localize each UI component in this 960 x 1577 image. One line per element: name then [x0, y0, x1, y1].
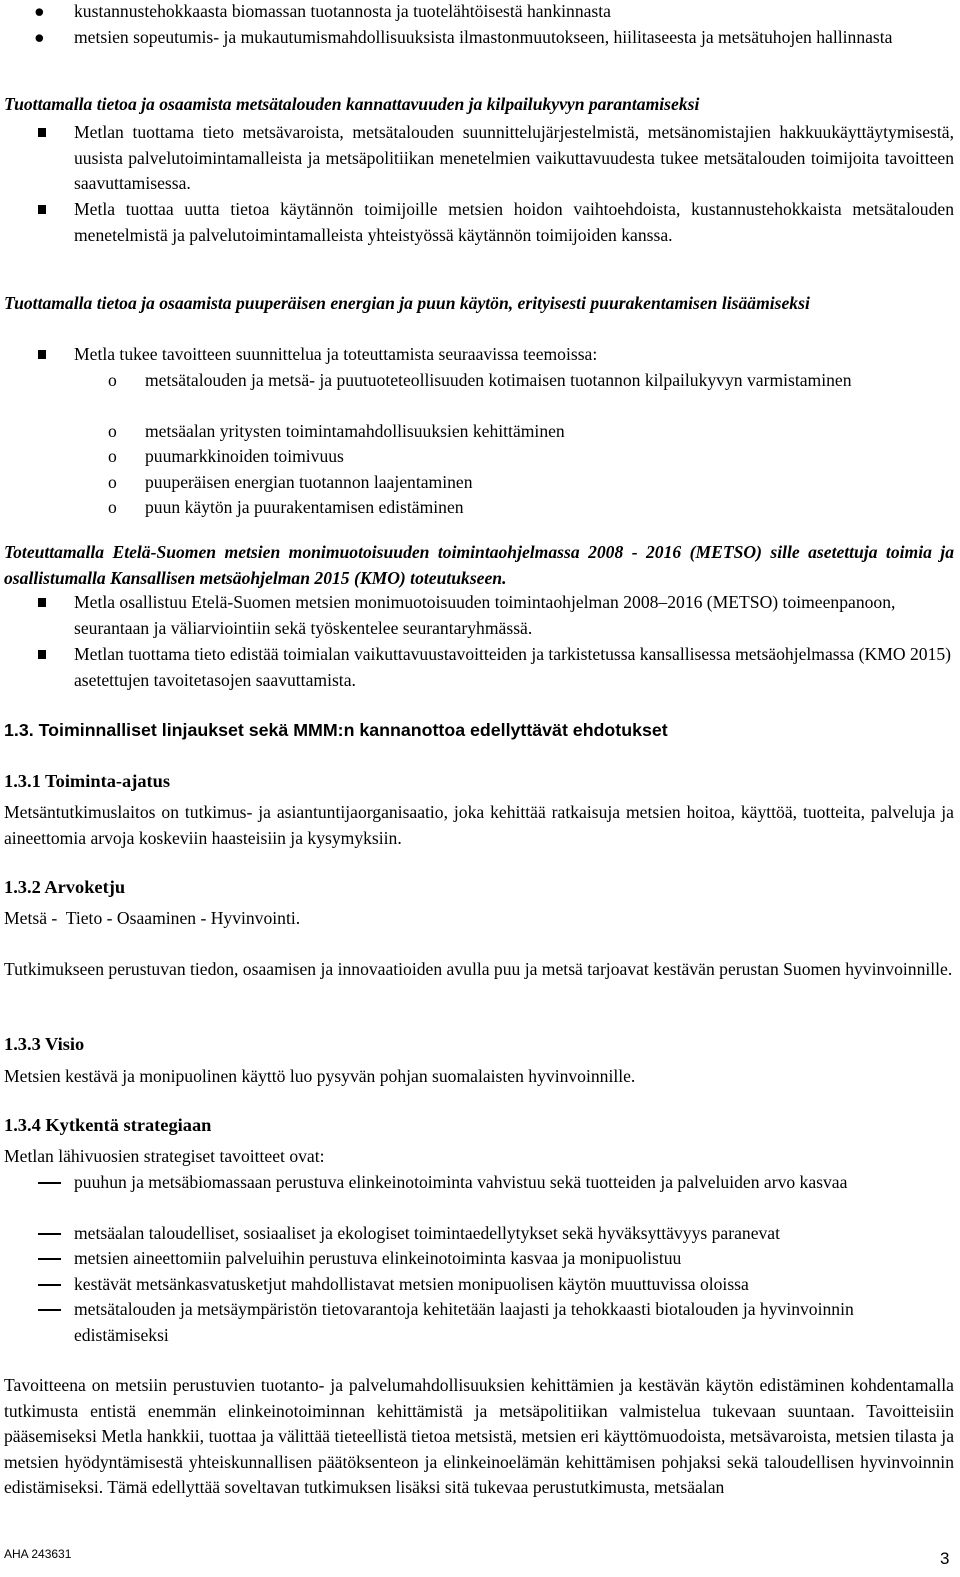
section-heading: Toteuttamalla Etelä-Suomen metsien monimuotoisuuden toimintaohjelmassa 2008 - 2016 (METSO) sille asetettuja toimia ja osallistumalla Kansallisen metsäohjelman 2015 (KMO) toteutukseen.: [4, 542, 954, 588]
list-item: [4, 1221, 954, 1247]
sub-list-item: [4, 444, 945, 470]
list-item: [4, 1246, 954, 1272]
item-text: puun käytön ja puurakentamisen edistäminen: [145, 497, 464, 517]
square-bullet-icon: [38, 205, 46, 214]
subsection-title: 1.3.2 Arvoketju: [4, 877, 126, 897]
circle-bullet-icon: o: [108, 446, 117, 466]
circle-bullet-icon: o: [108, 497, 117, 517]
sub-list-item: [4, 368, 905, 394]
paragraph: Metsien kestävä ja monipuolinen käyttö luo pysyvän pohjan suomalaisten hyvinvoinnille.: [4, 1066, 636, 1086]
dash-bullet-icon: [38, 1309, 61, 1311]
item-text: puumarkkinoiden toimivuus: [145, 446, 344, 466]
section-heading: Tuottamalla tietoa ja osaamista puuperäisen energian ja puun käytön, erityisesti puurakentamisen lisäämiseksi: [4, 293, 810, 313]
bullet-text: kustannustehokkaasta biomassan tuotannosta ja tuotelähtöisestä hankinnasta: [74, 1, 611, 21]
bullet-icon: ●: [34, 27, 45, 47]
list-item: [4, 642, 954, 693]
item-text: puuhun ja metsäbiomassaan perustuva elinkeinotoiminta vahvistuu sekä tuotteiden ja palveluiden arvo kasvaa: [74, 1172, 848, 1192]
item-text: metsäalan yritysten toimintamahdollisuuksien kehittäminen: [145, 421, 565, 441]
document-code: AHA 243631: [4, 1547, 72, 1561]
dash-bullet-icon: [38, 1284, 61, 1286]
circle-bullet-icon: o: [108, 421, 117, 441]
dash-bullet-icon: [38, 1233, 61, 1235]
dash-bullet-icon: [38, 1258, 61, 1260]
list-item: [4, 120, 954, 197]
list-item: [4, 25, 954, 51]
list-item: [4, 590, 954, 641]
section-heading: Tuottamalla tietoa ja osaamista metsätalouden kannattavuuden ja kilpailukyvyn parantamiseksi: [4, 94, 700, 114]
item-text: Metla tuottaa uutta tietoa käytännön toimijoille metsien hoidon vaihtoehdoista, kustannustehokkaista metsätalouden menetelmistä ja palvelutoimintamalleista yhteistyössä käytännön toimijoiden kanssa.: [74, 199, 954, 245]
item-text: metsätalouden ja metsä- ja puutuoteteollisuuden kotimaisen tuotannon kilpailukyvyn varmistaminen: [145, 370, 852, 390]
square-bullet-icon: [38, 350, 46, 359]
paragraph: Metlan lähivuosien strategiset tavoitteet ovat:: [4, 1146, 325, 1166]
square-bullet-icon: [38, 128, 46, 137]
list-item: [4, 0, 954, 25]
item-text: metsätalouden ja metsäympäristön tietovarantoja kehitetään laajasti ja tehokkaasti biotalouden ja hyvinvoinnin edistämiseksi: [74, 1299, 854, 1345]
dash-bullet-icon: [38, 1182, 61, 1184]
list-item: [4, 342, 954, 368]
subsection-title: 1.3.1 Toiminta-ajatus: [4, 771, 171, 791]
item-text: Metla tukee tavoitteen suunnittelua ja toteuttamista seuraavissa teemoissa:: [74, 344, 598, 364]
item-text: Metla osallistuu Etelä-Suomen metsien monimuotoisuuden toimintaohjelman 2008–2016 (METSO) toimeenpanoon, seurantaan ja väliarviointiin sekä työskentelee seurantaryhmässä.: [74, 592, 896, 638]
item-text: Metlan tuottama tieto metsävaroista, metsätalouden suunnittelujärjestelmistä, metsänomistajien hakkuukäyttäytymisestä, uusista palvelutoimintamalleista ja metsäpolitiikan menetelmien vaikuttavuudesta tukee metsätalouden toimijoita tavoitteen saavuttamisessa.: [74, 122, 954, 193]
list-item: [4, 1170, 934, 1196]
square-bullet-icon: [38, 598, 46, 607]
section-title: 1.3. Toiminnalliset linjaukset sekä MMM:n kannanottoa edellyttävät ehdotukset: [4, 720, 668, 740]
item-text: Metlan tuottama tieto edistää toimialan vaikuttavuustavoitteiden ja tarkistetussa kansallisessa metsäohjelmassa (KMO 2015) asetettujen tavoitetasojen saavuttamista.: [74, 644, 952, 690]
item-text: puuperäisen energian tuotannon laajentaminen: [145, 472, 473, 492]
bullet-text: metsien sopeutumis- ja mukautumismahdollisuuksista ilmastonmuutokseen, hiilitaseesta ja metsätuhojen hallinnasta: [74, 27, 893, 47]
circle-bullet-icon: o: [108, 472, 117, 492]
list-item: [4, 197, 954, 248]
item-text: kestävät metsänkasvatusketjut mahdollistavat metsien monipuolisen käytön muuttuvissa oloissa: [74, 1274, 749, 1294]
paragraph: Tavoitteena on metsiin perustuvien tuotanto- ja palvelumahdollisuuksien kehittämien ja kestävän käytön edistäminen kohdentamalla tutkimusta entistä enemmän elinkeinotoiminnan kehittämistä ja metsäpolitiikan valmistelua tukevaan suuntaan. Tavoitteisiin pääsemiseksi Metla hankkii, tuottaa ja välittää tieteellistä tietoa metsistä, metsien eri käyttömuodoista, metsävaroista, metsien tilasta ja metsien hyödyntämisestä yhteiskunnallisen päätöksenteon ja elinkeinoelämän kehittämisen pohjaksi sekä taloudellisen hyvinvoinnin edistämiseksi. Tämä edellyttää soveltavan tutkimuksen lisäksi sitä tukevaa perustutkimusta, metsäalan: [4, 1375, 954, 1497]
paragraph: Metsä - Tieto - Osaaminen - Hyvinvointi.: [4, 908, 301, 928]
item-text: metsien aineettomiin palveluihin perustuva elinkeinotoiminta kasvaa ja monipuolistuu: [74, 1248, 682, 1268]
list-item: [4, 1272, 954, 1298]
subsection-title: 1.3.3 Visio: [4, 1034, 85, 1054]
square-bullet-icon: [38, 650, 46, 659]
list-item: [4, 1297, 934, 1348]
sub-list-item: [4, 470, 945, 496]
paragraph: Tutkimukseen perustuvan tiedon, osaamisen ja innovaatioiden avulla puu ja metsä tarjoavat kestävän perustan Suomen hyvinvoinnille.: [4, 959, 953, 979]
paragraph: Metsäntutkimuslaitos on tutkimus- ja asiantuntijaorganisaatio, joka kehittää ratkaisuja metsien hoitoa, käyttöä, tuotteita, palveluja ja aineettomia arvoja koskeviin haasteisiin ja kysymyksiin.: [4, 802, 954, 848]
sub-list-item: [4, 419, 945, 445]
bullet-icon: ●: [34, 1, 45, 21]
page-number: 3: [940, 1549, 950, 1568]
item-text: metsäalan taloudelliset, sosiaaliset ja ekologiset toimintaedellytykset sekä hyväksyttävyys paranevat: [74, 1223, 781, 1243]
sub-list-item: [4, 495, 945, 521]
subsection-title: 1.3.4 Kytkentä strategiaan: [4, 1115, 212, 1135]
circle-bullet-icon: o: [108, 370, 117, 390]
